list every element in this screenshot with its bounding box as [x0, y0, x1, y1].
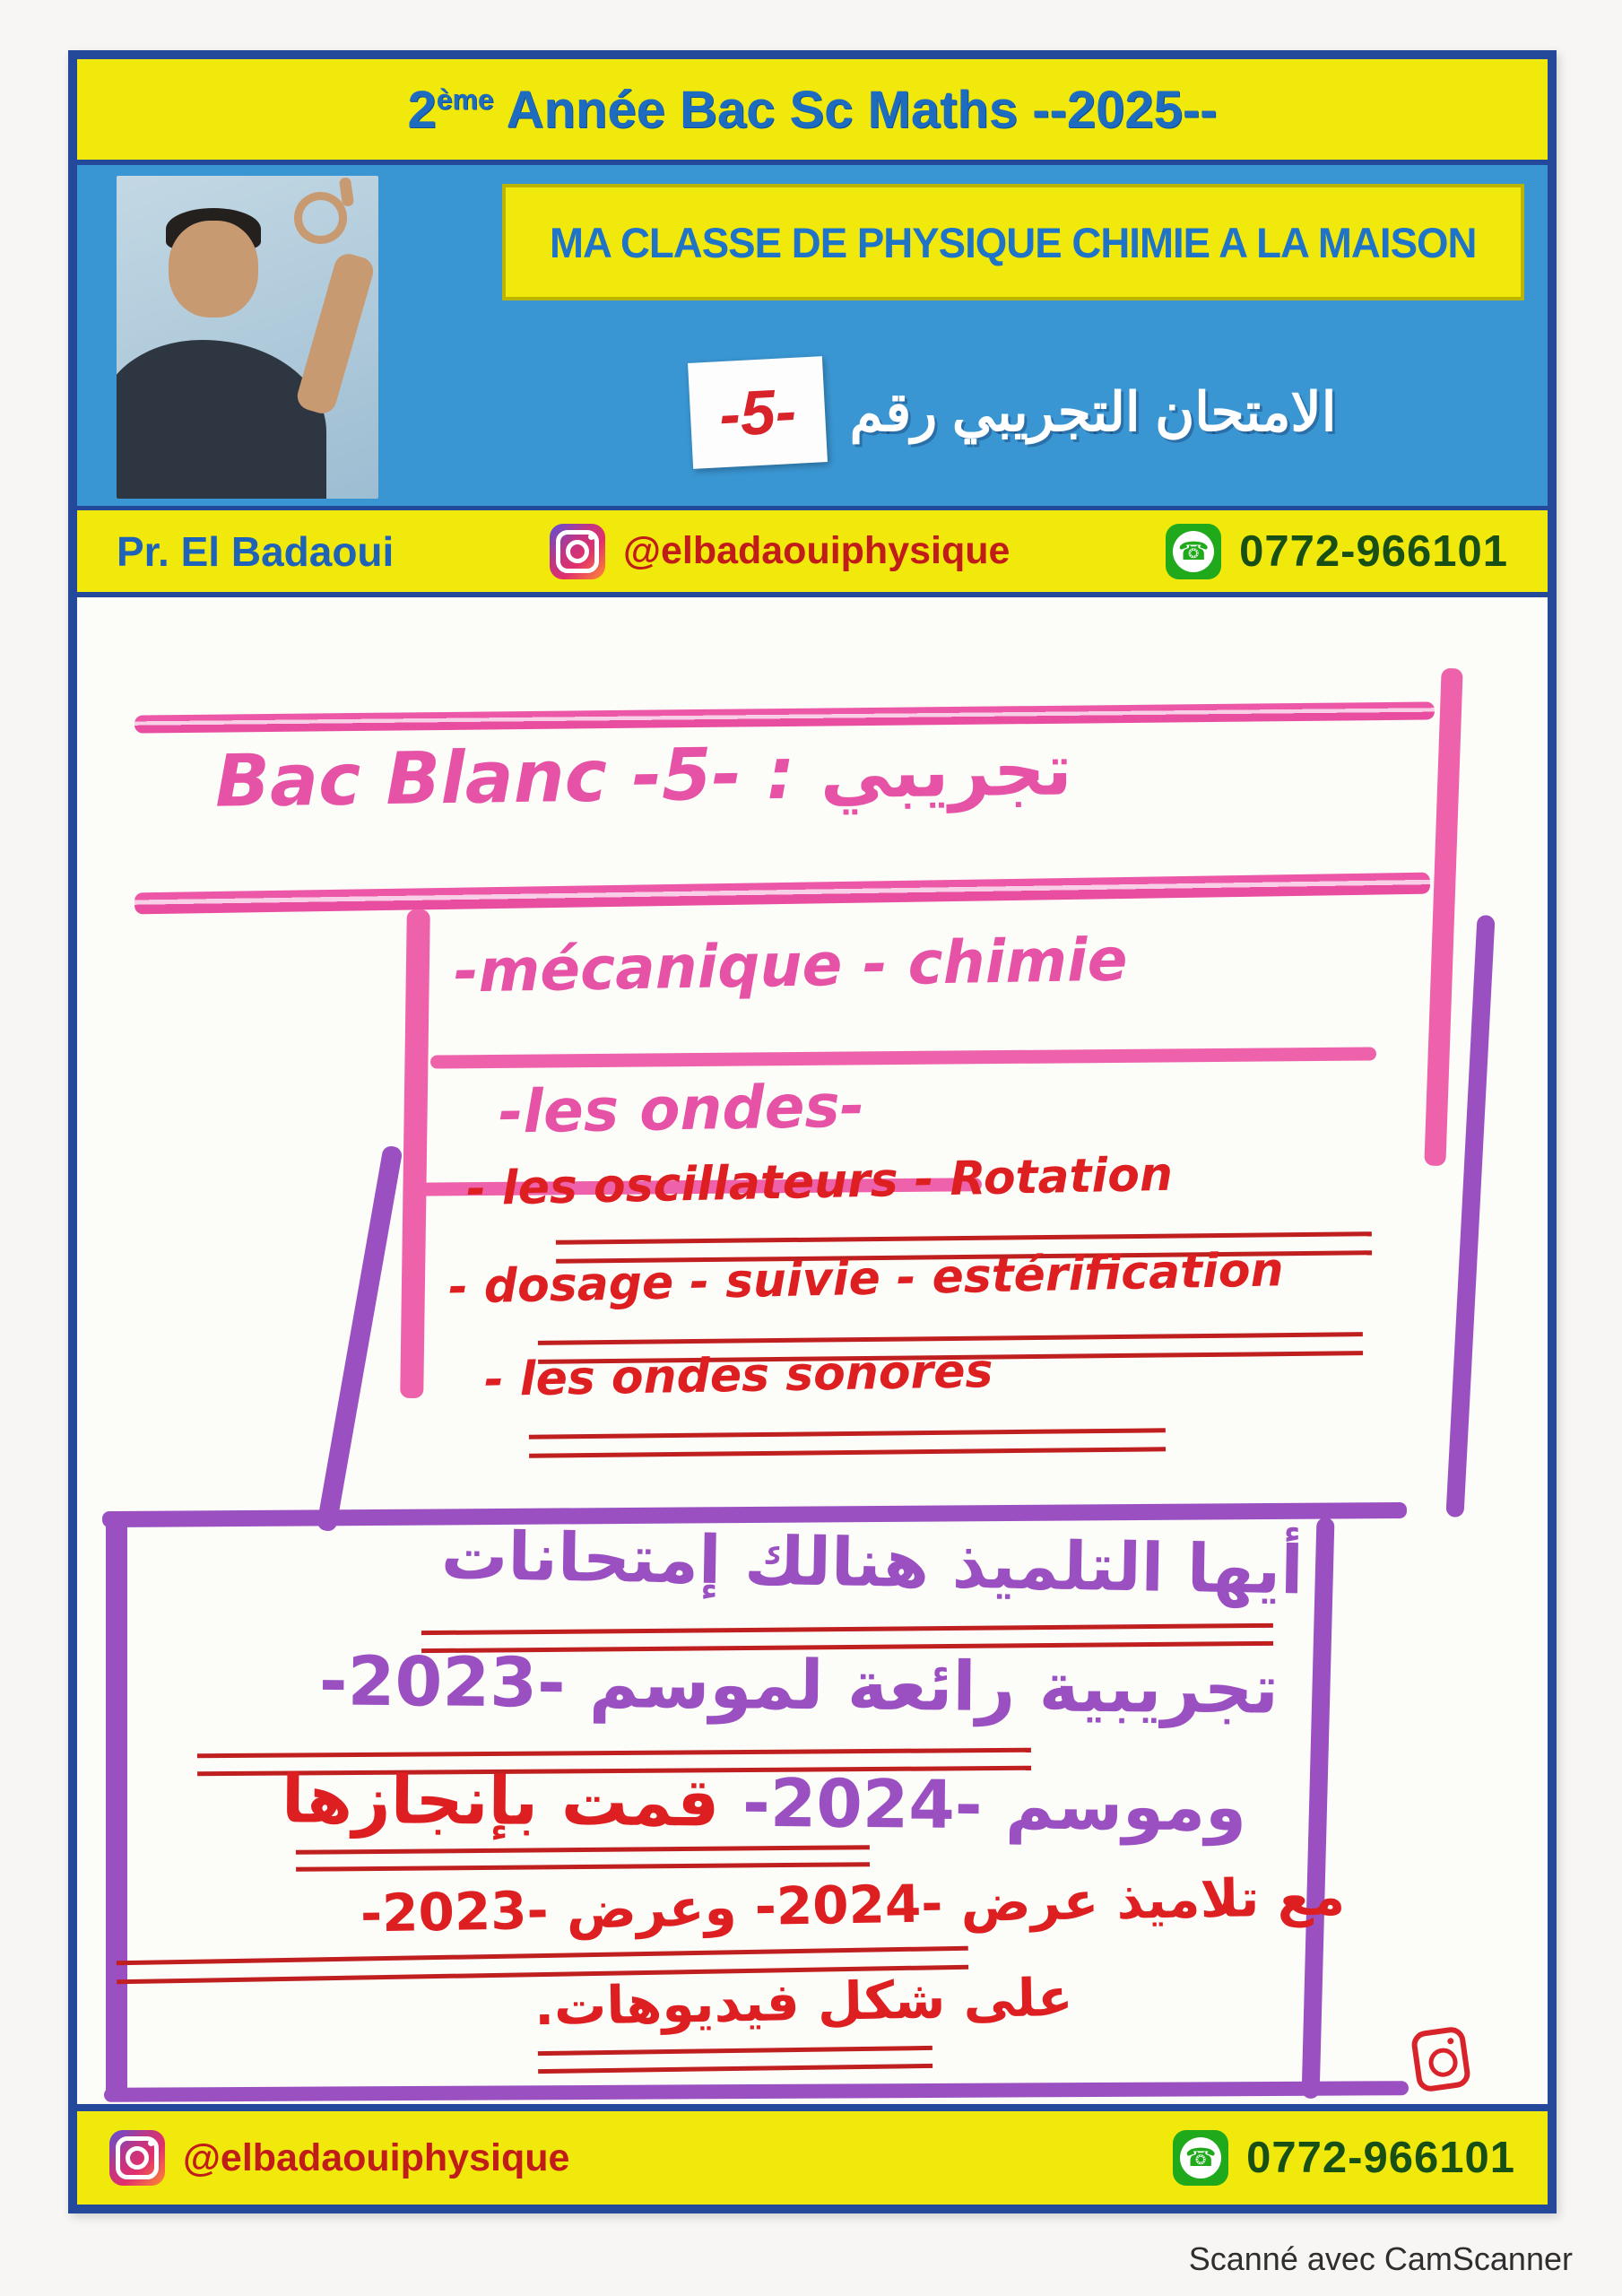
instagram-handle: @elbadaouiphysique — [183, 2135, 570, 2179]
instagram-contact — [550, 524, 1010, 579]
red-underline-inline — [296, 1845, 870, 1872]
class-banner-text: MA CLASSE DE PHYSIQUE CHIMIE A LA MAISON — [550, 218, 1477, 266]
board-title-arabic: تجريبي — [819, 727, 1073, 815]
whatsapp-bubble — [1180, 2137, 1221, 2179]
purple-message-line-1: أيها التلميذ هنالك إمتحانات — [440, 1517, 1305, 1610]
purple-slant-left — [316, 1144, 403, 1532]
instagram-dot — [148, 2140, 154, 2146]
instagram-dot — [588, 534, 594, 540]
pink-underline-1 — [430, 1047, 1376, 1068]
whatsapp-number: 0772-966101 — [1246, 2134, 1515, 2182]
class-banner — [502, 184, 1524, 300]
header-band — [77, 59, 1548, 165]
red-underline-message-2 — [538, 2046, 932, 2074]
teacher-torso — [117, 340, 326, 499]
instagram-handle: @elbadaouiphysique — [623, 529, 1010, 572]
red-message-line-1: مع تلاميذ عرض -2024- وعرض -2023- — [360, 1866, 1346, 1944]
red-instagram-scribble-icon — [1410, 2025, 1472, 2093]
grade-number: 2 — [407, 80, 437, 139]
whatsapp-bubble — [1173, 531, 1214, 572]
scribble-dot — [1447, 2038, 1454, 2045]
whatsapp-number: 0772-966101 — [1239, 526, 1508, 576]
red-topic-dosage: - dosage - suivie - estérification — [447, 1243, 1285, 1315]
red-message-line-2: على شكل فيديوهات. — [533, 1966, 1074, 2038]
teacher-name: Pr. El Badaoui — [117, 527, 395, 575]
scribble-lens — [1427, 2047, 1459, 2079]
red-underline-3 — [529, 1428, 1166, 1457]
instagram-icon — [550, 524, 605, 579]
board-title-latin: Bac Blanc -5- : — [214, 731, 796, 823]
instagram-contact-bottom — [109, 2130, 569, 2186]
purple-message-line-2: تجريبية رائعة لموسم -2023- — [318, 1640, 1279, 1729]
pink-rule-under-title — [134, 873, 1430, 915]
red-inline-accomplished: قمت بإنجازها — [281, 1761, 720, 1842]
purple-vertical-right-bottom — [1302, 1518, 1335, 2099]
whatsapp-contact — [1166, 524, 1508, 579]
document-frame — [68, 50, 1557, 2213]
camscanner-credit: Scanné avec CamScanner — [1188, 2240, 1573, 2277]
whatsapp-contact-bottom — [1173, 2130, 1515, 2186]
pink-vertical-tbar — [400, 909, 430, 1398]
instagram-lens — [566, 540, 589, 563]
phone-glyph: ☎ — [1184, 2144, 1217, 2171]
pink-topic-mecanique-chimie: -mécanique - chimie — [453, 925, 1129, 1006]
phone-glyph: ☎ — [1177, 536, 1210, 565]
page-title-text: Année Bac Sc Maths --2025-- — [493, 80, 1218, 139]
whatsapp-icon — [1166, 524, 1221, 579]
exam-title-row — [538, 341, 1488, 484]
handwritten-sheet — [77, 597, 1548, 2104]
pink-topic-les-ondes: -les ondes- — [498, 1071, 865, 1147]
hero-band — [77, 165, 1548, 506]
purple-message-line-3 — [281, 1761, 1246, 1846]
purple-vertical-left — [106, 1516, 127, 2099]
red-topic-oscillateurs: - les oscillateurs - Rotation — [465, 1147, 1174, 1217]
exam-number-box: -5- — [688, 356, 828, 469]
exam-label-arabic: الامتحان التجريبي رقم — [849, 382, 1337, 442]
contact-band-top — [77, 506, 1548, 597]
teacher-ok-hand — [294, 192, 347, 244]
pink-rule-top — [134, 701, 1435, 733]
pink-vertical-right — [1424, 668, 1462, 1166]
whatsapp-icon — [1173, 2130, 1228, 2186]
grade-superscript: ème — [436, 83, 494, 116]
purple-season-2024: وموسم -2024- — [742, 1764, 1247, 1847]
instagram-lens — [126, 2146, 149, 2170]
teacher-face — [169, 221, 257, 317]
red-topic-ondes-sonores: - les ondes sonores — [483, 1344, 993, 1407]
teacher-photo — [117, 176, 378, 499]
page-title — [408, 80, 1218, 140]
instagram-icon — [109, 2130, 165, 2186]
teacher-arm — [294, 251, 377, 417]
purple-rule-bottom — [104, 2081, 1409, 2102]
contact-band-bottom — [77, 2104, 1548, 2205]
board-title — [214, 727, 1072, 822]
purple-slant-right — [1445, 915, 1495, 1518]
